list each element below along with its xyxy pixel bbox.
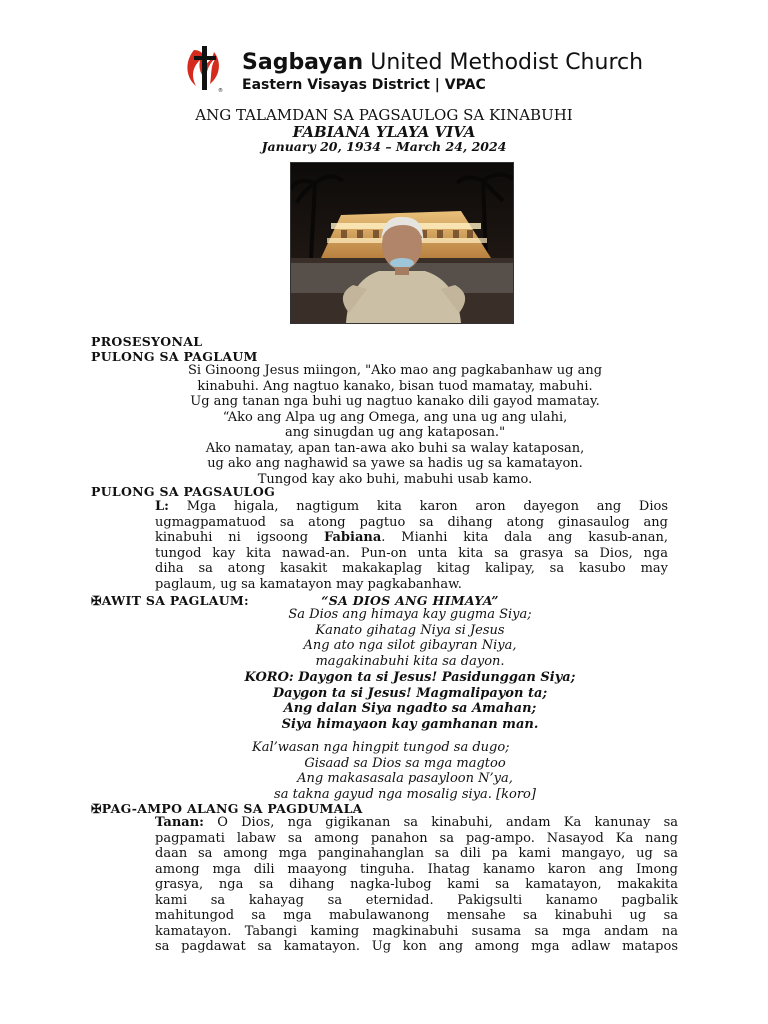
pag-ampo-line: pagpamati labaw sa among panahon sa pag-ampo. Nasayod Ka nang [155, 830, 678, 846]
verse-line: Ang ato nga silot gibayran Niya, [303, 638, 517, 653]
verse-line: Ang makasasala pasayloon N’ya, [297, 771, 513, 786]
verse-line: Kal’wasan nga hingpit tungod sa dugo; [252, 740, 510, 755]
pag-ampo-line: Tanan: O Dios, nga gigikanan sa kinabuhi, andam Ka kanunay sa [155, 815, 678, 830]
paglaum-line: Si Ginoong Jesus miingon, "Ako mao ang pagkabanhaw ug ang [187, 363, 603, 378]
pagsaulog-text [155, 499, 668, 592]
section-pag-ampo: ✠PAG-AMPO ALANG SA PAGDUMALA [91, 801, 363, 816]
paglaum-line: Ako namatay, apan tan-awa ako buhi sa walay kataposan, [205, 440, 585, 456]
district-name: Eastern Visayas District | VPAC [242, 77, 486, 93]
cross-icon: ✠ [91, 801, 102, 816]
song-verse-2 [200, 740, 610, 802]
paglaum-line: “Ako ang Alpa ug ang Omega, ang una ug ang ulahi, [222, 409, 568, 425]
section-prosesyonal: PROSESYONAL [91, 334, 203, 349]
pag-ampo-line: kamatayon. Tabangi kaming magkinabuhi susama sa mga andam na [155, 923, 678, 939]
song-verse-1 [210, 607, 610, 669]
paglaum-line: Tungod kay ako buhi, mabuhi usab kamo. [257, 471, 533, 487]
chorus-line: Ang dalan Siya ngadto sa Amahan; [283, 701, 537, 716]
pag-ampo-text [155, 815, 678, 955]
pag-ampo-line: sa pagdawat sa kamatayon. Ug kon ang among mga adlaw matapos [155, 939, 678, 954]
paglaum-line: kinabuhi. Ang nagtuo kanako, bisan tuod mamatay, mabuhi. [197, 378, 593, 394]
paglaum-line: ug ako ang naghawid sa yawe sa hadis ug sa kamatayon. [207, 456, 583, 471]
church-name: Sagbayan United Methodist Church [242, 50, 644, 75]
portrait-photo [290, 162, 514, 324]
chorus-line: Daygon ta si Jesus! Magmalipayon ta; [272, 685, 548, 701]
paglaum-line: Ug ang tanan nga buhi ug nagtuo kanako dili gayod mamatay. [190, 394, 600, 409]
pagsaulog-line: kinabuhi ni igsoong Fabiana. Mianhi kita dala ang kasub-anan, [155, 530, 668, 545]
verse-line: magakinabuhi kita sa dayon. [315, 653, 505, 669]
cross-and-flame-icon [180, 44, 232, 94]
pag-ampo-line: among mga dili maayong tinguha. Ihatag kanamo karon ang Imong [155, 861, 678, 877]
verse-line: Kanato gihatag Niya si Jesus [315, 622, 505, 638]
song-chorus [170, 670, 650, 732]
pagsaulog-line: diha sa atong kasakit makakaplag kitag kalipay, sa kasubo may [155, 561, 668, 576]
chorus-line: Siya himayaon kay gamhanan man. [281, 716, 539, 732]
pag-ampo-line: mahitungod sa mga mabulawanong mensahe sa kinabuhi ug sa [155, 908, 678, 923]
pag-ampo-line: kami sa kahayag sa eternidad. Pakigsulti kanamo pagbalik [155, 892, 678, 908]
verse-line: sa takna gayud nga mosalig siya. [koro] [274, 786, 536, 802]
section-pulong-pagsaulog: PULONG SA PAGSAULOG [91, 484, 276, 499]
section-pulong-paglaum: PULONG SA PAGLAUM [91, 349, 258, 364]
chorus-line: KORO: Daygon ta si Jesus! Pasidunggan Siya; [244, 670, 576, 685]
deceased-name: FABIANA YLAYA VIVA [292, 123, 476, 141]
verse-line: Gisaad sa Dios sa mga magtoo [304, 755, 506, 771]
song-title: “SA DIOS ANG HIMAYA” [321, 593, 499, 608]
paglaum-line: ang sinugdan ug ang kataposan." [284, 425, 506, 440]
pagsaulog-line: ugmagpamatuod sa atong pagtuo sa dihang atong ginasaulog ang [155, 514, 668, 530]
pag-ampo-line: grasya, nga sa dihang nagka-lubog kami sa kamatayon, makakita [155, 877, 678, 892]
document-title: ANG TALAMDAN SA PAGSAULOG SA KINABUHI [195, 106, 573, 124]
verse-line: Sa Dios ang himaya kay gugma Siya; [288, 607, 532, 622]
pag-ampo-line: daan sa among mga panginahanglan sa dili pa kami mangayo, ug sa [155, 846, 678, 861]
cross-icon: ✠ [91, 593, 102, 608]
section-awit: ✠AWIT SA PAGLAUM: [91, 593, 249, 608]
svg-text:®: ® [218, 88, 223, 94]
paglaum-text [160, 363, 630, 487]
pagsaulog-line: L: Mga higala, nagtigum kita karon aron dayegon ang Dios [155, 499, 668, 514]
life-dates: January 20, 1934 – March 24, 2024 [261, 139, 507, 154]
pagsaulog-line: paglaum, ug sa kamatayon may pagkabanhaw. [155, 576, 462, 592]
pagsaulog-line: tungod kay kita nawad-an. Pun-on unta kita sa grasya sa Dios, nga [155, 545, 668, 561]
